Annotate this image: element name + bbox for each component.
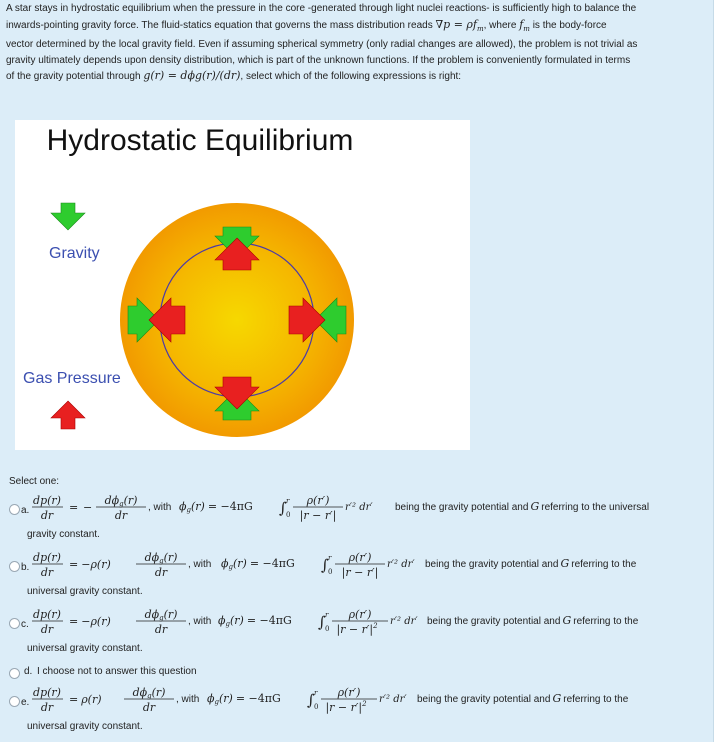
svg-text:dr: dr: [40, 509, 54, 522]
select-one-label: Select one:: [9, 476, 60, 487]
svg-text:=−ρ(r): = −ρ(r): [69, 615, 111, 628]
svg-text:ϕg(r)= −4πG: ϕg(r) = −4πG: [221, 557, 295, 571]
svg-text:being the gravity potential an: being the gravity potential and G referring to the universal: [395, 500, 650, 513]
svg-text:dr: dr: [142, 701, 156, 714]
option-b-radio[interactable]: [9, 561, 20, 572]
option-d[interactable]: d. I choose not to answer this question: [9, 666, 709, 682]
option-a-radio[interactable]: [9, 504, 20, 515]
figure-canvas: [15, 120, 470, 450]
pressure-legend-icon: [51, 401, 85, 429]
svg-text:ρ(r′): ρ(r′): [348, 551, 372, 564]
svg-text:|r − r′|: |r − r′|: [341, 566, 379, 579]
svg-text:dr: dr: [114, 509, 128, 522]
gas-pressure-label: Gas Pressure: [23, 370, 121, 387]
svg-text:ϕg(r)= −4πG: ϕg(r) = −4πG: [207, 692, 281, 706]
svg-text:dp(r): dp(r): [33, 494, 61, 507]
svg-text:ρ(r′): ρ(r′): [306, 494, 330, 507]
svg-text:∫: ∫: [318, 613, 326, 631]
svg-text:r: r: [325, 611, 329, 619]
option-d-text: I choose not to answer this question: [37, 666, 197, 677]
option-c-radio[interactable]: [9, 618, 20, 629]
svg-text:c.: c.: [21, 619, 29, 630]
svg-text:r: r: [314, 689, 318, 697]
svg-text:dr: dr: [40, 701, 54, 714]
option-b[interactable]: b. dp(r) dr = −ρ(r) dϕg(r) dr , with ϕg(r) = −4πG ∫ r 0 ρ(r′) |r − r′| r′² dr′ being the gravity potential and G referring to the universal gravity constant.: [9, 549, 709, 601]
svg-text:ρ(r′): ρ(r′): [337, 686, 361, 699]
svg-text:|r − r′|2: $|r - r'|^2$: [325, 700, 367, 714]
svg-text:=: =: [69, 501, 79, 514]
svg-text:being the gravity potential an: being the gravity potential and G referring to the: [427, 614, 639, 627]
option-c-math: [21, 606, 721, 638]
option-c[interactable]: c. dp(r) dr = −ρ(r) dϕg(r) dr , with ϕg(r) = −4πG ∫ r 0 ρ(r′) $|r - r'|^2$ r′² dr′ being the gravity potential and G referring to the universal gravity constant.: [9, 606, 709, 658]
svg-text:0: 0: [314, 703, 319, 711]
svg-text:ρ(r′): ρ(r′): [348, 608, 372, 621]
option-d-radio[interactable]: [9, 668, 20, 679]
svg-text:|r − r′|: |r − r′|: [299, 509, 337, 522]
option-e[interactable]: e. dp(r) dr = ρ(r) dϕg(r) dr , with ϕg(r) = −4πG ∫ r 0 ρ(r′) $|r - r'|^2$ r′² dr′ being the gravity potential and G referring to the universal gravity constant.: [9, 684, 709, 736]
svg-text:r′² dr′: r′² dr′: [379, 694, 407, 705]
svg-text:being the gravity potential an: being the gravity potential and G referring to the: [425, 557, 637, 570]
svg-text:e.: e.: [21, 697, 30, 708]
svg-text:dp(r): dp(r): [33, 686, 61, 699]
svg-text:, with: , with: [188, 559, 212, 570]
question-text: A star stays in hydrostatic equilibrium when the pressure in the core -generated through light nuclei reactions- is sufficiently high to balance the inwards-pointing gravity force. The fluid-statics equation that governs the mass distribution reads $\nabla p = \rho f_m$, where $f_m$ is the body-force vector determined by the local gravity field. Even if assuming spherical symmetry (only radial changes are allowed), the problem is not trivial as gravity ultimately depends upon density distribution, which is part of the unknown functions. If the problem is conveniently formulated in terms of the gravity potential through g(r) = dϕg(r)/(dr), select which of the following expressions is right:: [6, 3, 638, 83]
svg-text:r′² dr′: r′² dr′: [390, 616, 418, 627]
svg-text:−: −: [83, 501, 93, 514]
fluid-statics-equation: $\nabla p = \rho f_m$: [435, 17, 484, 33]
svg-text:0: 0: [328, 568, 333, 576]
body-force-symbol: $f_m$: [519, 17, 530, 33]
svg-text:a.: a.: [21, 505, 30, 516]
svg-text:∫: ∫: [279, 499, 287, 517]
option-a-math: [21, 492, 721, 524]
svg-text:r′² dr′: r′² dr′: [387, 559, 415, 570]
svg-text:being the gravity potential an: being the gravity potential and G referring to the: [417, 692, 629, 705]
gravity-label: Gravity: [49, 245, 100, 262]
svg-text:b.: b.: [21, 562, 30, 573]
svg-text:dr: dr: [40, 623, 54, 636]
svg-text:∫: ∫: [307, 691, 315, 709]
figure-title: Hydrostatic Equilibrium: [46, 124, 354, 157]
svg-text:r: r: [328, 554, 332, 562]
svg-text:dr: dr: [40, 566, 54, 579]
svg-text:r: r: [286, 497, 290, 505]
svg-text:dϕg(r): dϕg(r): [144, 551, 178, 565]
svg-text:=ρ(r): = ρ(r): [69, 693, 102, 706]
svg-text:dp(r): dp(r): [33, 551, 61, 564]
svg-text:dϕg(r): dϕg(r): [132, 686, 166, 700]
svg-text:dp(r): dp(r): [33, 608, 61, 621]
svg-text:ϕg(r)= −4πG: ϕg(r) = −4πG: [218, 614, 292, 628]
hydrostatic-figure: [15, 120, 470, 450]
option-a[interactable]: a. dp(r) dr = − dϕg(r) dr , with ϕg(r) = −4πG ∫ r 0 ρ(r′) |r − r′| r′² dr′ being the gravity potential and G referring to the universal gravity constant.: [9, 492, 709, 544]
svg-text:, with: , with: [176, 694, 200, 705]
svg-text:0: 0: [286, 511, 291, 519]
gravity-potential-equation: g(r) = dϕg(r)/(dr): [143, 69, 241, 83]
svg-text:dr: dr: [154, 623, 168, 636]
svg-text:ϕg(r)= −4πG: ϕg(r) = −4πG: [179, 500, 253, 514]
svg-text:∫: ∫: [321, 556, 329, 574]
svg-text:=−ρ(r): = −ρ(r): [69, 558, 111, 571]
svg-text:0: 0: [325, 625, 330, 633]
gravity-legend-icon: [51, 203, 85, 230]
svg-text:dϕg(r): dϕg(r): [104, 494, 138, 508]
option-e-radio[interactable]: [9, 696, 20, 707]
svg-text:, with: , with: [188, 616, 212, 627]
svg-text:|r − r′|2: $|r - r'|^2$: [336, 622, 378, 636]
option-b-math: [21, 549, 721, 581]
svg-text:, with: , with: [148, 502, 172, 513]
svg-text:r′² dr′: r′² dr′: [345, 502, 373, 513]
svg-text:dr: dr: [154, 566, 168, 579]
svg-text:dϕg(r): dϕg(r): [144, 608, 178, 622]
option-e-math: [21, 684, 721, 716]
